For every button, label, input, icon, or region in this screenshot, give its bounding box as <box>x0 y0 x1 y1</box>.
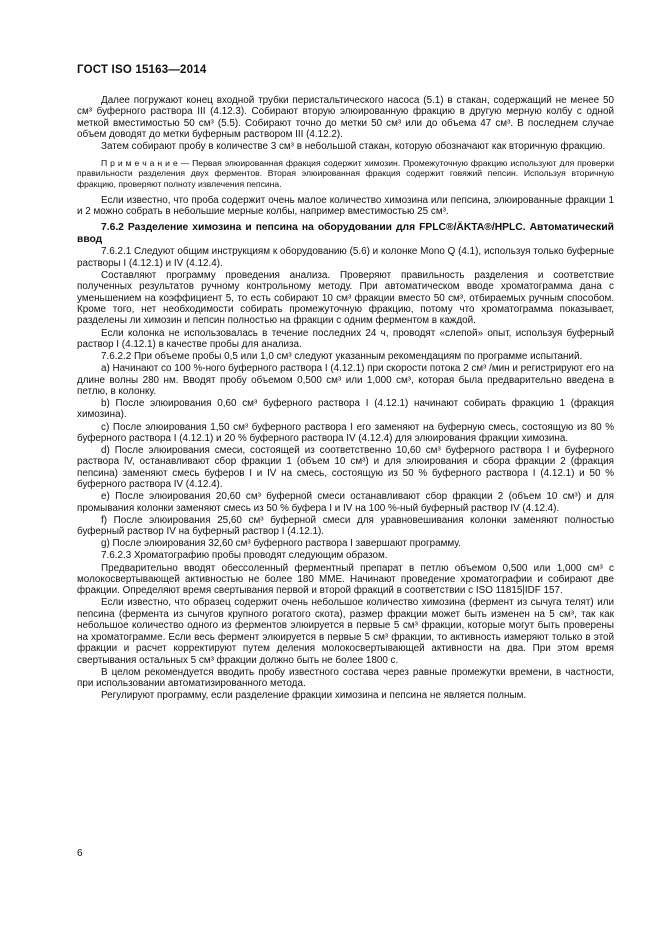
list-item-e: e) После элюирования 20,60 см³ буферной смеси останавливают сбор фракции 2 (объем 10 см³) и для промывания колонки заменяют смесь из 50 % буфера I и IV на 100 %-ный буферный раствор IV (4.12.4). <box>77 491 614 514</box>
list-item-a: a) Начинают со 100 %-ного буферного раствора I (4.12.1) при скорости потока 2 см³ /мин и регистрируют его на длине волны 280 нм. Вводят пробу объемом 0,500 см³ или 1,000 см³, которая была предварительно введена в петлю, в колонку. <box>77 363 614 397</box>
list-item-c: c) После элюирования 1,50 см³ буферного раствора I его заменяют на буферную смесь, состоящую из 80 % буферного раствора I (4.12.1) и 20 % буферного раствора IV (4.12.4) для элюирования фракции химозина. <box>77 421 614 444</box>
paragraph-7-6-2-2: 7.6.2.2 При объеме пробы 0,5 или 1,0 см³ следуют указанным рекомендациям по программе испытаний. <box>101 351 583 362</box>
list-item-d: d) После элюирования смеси, состоящей из соответственно 10,60 см³ буферного раствора I и буферного раствора lV, останавливают сбор фракции 1 (объем 10 см³) и для элюирования и сбора фракции 2 (фракция пепсина) заменяют смесь буферов I и IV на смесь, состоящую из 50 % буферного раствора I (4.12.1) и 50 % буферного раствора IV (4.12.4). <box>77 445 614 491</box>
paragraph-secondary-fraction: Затем собирают пробу в количестве 3 см³ в небольшой стакан, которую обозначают как вторичную фракцию. <box>101 141 606 153</box>
paragraph-7-6-2-1: 7.6.2.1 Следуют общим инструкциям к оборудованию (5.6) и колонке Mono Q (4.1), используя только буферные растворы I (4.12.1) и IV (4.12.4). <box>77 246 614 269</box>
paragraph-7-6-2-3: 7.6.2.3 Хроматографию пробы проводят следующим образом. <box>101 550 388 562</box>
standard-header: ГОСТ ISO 15163—2014 <box>77 64 207 76</box>
paragraph-small-flasks: Если известно, что проба содержит очень малое количество химозина или пепсина, элюированные фракции 1 и 2 можно собрать в небольшие мерные колбы, например вместимостью 25 см³. <box>77 194 614 218</box>
paragraph-adjust-program: Регулируют программу, если разделение фракции химозина и пепсина не является полным. <box>101 690 527 702</box>
paragraph-program: Составляют программу проведения анализа. Проверяют правильность разделения и соответствие полученных результатов ручному контрольному методу. При автоматическом вводе хроматограмма дана с уменьшением на коэффициент 5, то есть собирают 10 см³ фракции вместо 50 см³, отбираемых ручным способом. Кроме того, нет необходимости собирать промежуточную фракцию, потому что хроматограмма показывает, разделены ли химозин и пепсин полностью на фракции с одним ферментом в каждой. <box>77 269 614 327</box>
paragraph-desalted-preparation: Предварительно вводят обессоленный ферментный препарат в петлю объемом 0,500 или 1,000 см³ с молокосвертывающей активностью не более 180 MME. Начинают проведение хроматографии и собирают две фракции. Определяют время свертывания первой и второй фракций в соответствии с ISO 11815|IDF 157. <box>77 562 614 597</box>
section-heading-7-6-2: 7.6.2 Разделение химозина и пепсина на оборудовании для FPLC®/ÄKTA®/HPLC. Автоматический ввод <box>77 221 614 245</box>
paragraph-recommendation: В целом рекомендуется вводить пробу известного состава через равные промежутки времени, в частности, при использовании автоматизированного метода. <box>77 666 614 690</box>
list-item-b: b) После элюирования 0,60 см³ буферного раствора I (4.12.1) начинают собирать фракцию 1 (фракция химозина). <box>77 398 614 421</box>
paragraph-blank-test: Если колонка не использовалась в течение последних 24 ч, проводят «слепой» опыт, используя буферный раствор I (4.12.1) в качестве пробы для анализа. <box>77 327 614 350</box>
page-number: 6 <box>77 848 83 859</box>
list-item-f: f) После элюирования 25,60 см³ буферной смеси для уравновешивания колонки заменяют полностью буферный раствор IV на буферный раствор I (4.12.1). <box>77 514 614 538</box>
document-body <box>77 95 614 702</box>
note-paragraph: П р и м е ч а н и е — Первая элюированная фракция содержит химозин. Промежуточную фракцию используют для проверки правильности разделения двух ферментов. Вторая элюированная фракция содержит говяжий пепсин. Используя вторичную фракцию, проверяют полноту извлечения пепсина. <box>77 157 614 190</box>
paragraph-small-amount: Если известно, что образец содержит очень небольшое количество химозина (фермент из сычуга телят) или пепсина (фермента из сычугов крупного рогатого скота), размер фракции может быть изменен на 5 см³, так как небольшое количество одного из ферментов элюируется в первые 5 см³ фракции, которые могут быть проверены на хроматограмме. Если весь фермент элюируется в первые 5 см³ фракции, то активность измеряют только в этой фракции и расчет корректируют путем деления молокосвертывающей активности на два. При этом время свертывания остальных 5 см³ фракции должно быть не более 1800 с. <box>77 597 614 666</box>
list-item-g: g) После элюирования 32,60 см³ буферного раствора I завершают программу. <box>101 538 461 550</box>
paragraph-second-fraction: Далее погружают конец входной трубки перистальтического насоса (5.1) в стакан, содержащий не менее 50 см³ буферного раствора III (4.12.3). Собирают вторую элюированную фракцию в другую мерную колбу с одной меткой вместимостью 50 см³ (5.5). Собирают точно до метки 50 см³ или до объема 47 см³. В последнем случае объем доводят до метки буферным раствором III (4.12.2). <box>77 95 614 141</box>
